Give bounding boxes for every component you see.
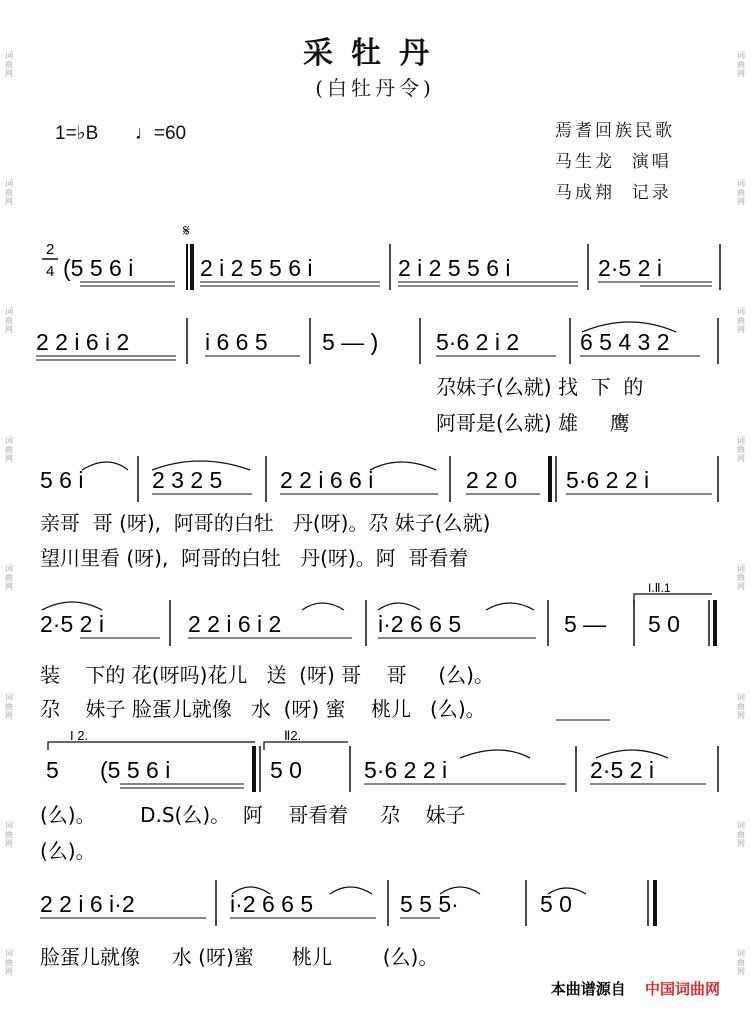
system-5: [40, 728, 718, 863]
measure: 2 2 i 6 i 2: [36, 329, 130, 355]
tempo-marking: ♩=60: [134, 123, 187, 144]
lyric-line-2: 阿哥是(么就) 雄 鹰: [436, 411, 630, 435]
measure: i·2 6 6 5: [230, 891, 314, 917]
measure: i 6 6 5: [205, 329, 268, 355]
lyric-line-1: 亲哥 哥 (呀), 阿哥的白牡 丹(呀)。尕 妹子(么就): [40, 511, 491, 535]
measure: (5 5 6 i: [100, 757, 171, 783]
system-6: [40, 880, 655, 969]
system-2: [36, 318, 718, 435]
system-3: [40, 456, 718, 570]
measure: 5 — ): [322, 329, 379, 355]
source-text: 本曲谱源自: [550, 980, 626, 998]
watermark-text: 词曲网: [4, 179, 14, 207]
measure: i·2 6 6 5: [378, 611, 462, 637]
source-site[interactable]: 中国词曲网: [644, 980, 720, 998]
measure: 6 5 4 3 2: [580, 329, 670, 355]
key-signature: 1=♭B: [55, 123, 99, 144]
lyric-line-1: 脸蛋儿就像 水 (呀)蜜 桃儿 (么)。: [40, 945, 439, 969]
credit-line: 马生龙 演唱: [555, 152, 672, 172]
measure: 5·6 2 i 2: [436, 329, 520, 355]
measure: 5·6 2 2 i: [566, 467, 650, 493]
measure: 5 6 i: [40, 467, 84, 493]
measure: 2 3 2 5: [152, 467, 223, 493]
song-title: 采牡丹: [303, 36, 447, 71]
lyric-line-2: 望川里看 (呀), 阿哥的白牡 丹(呀)。阿 哥看着: [40, 546, 469, 570]
measure: 5: [46, 757, 59, 783]
measure: 2 2 0: [466, 467, 518, 493]
watermark-text: 词曲网: [736, 179, 746, 207]
measure: 5 0: [540, 891, 572, 917]
credit-line: 焉耆回族民歌: [555, 121, 675, 141]
watermark-text: 词曲网: [4, 692, 14, 720]
lyric-line-1: 装 下的 花(呀吗)花儿 送 (呀) 哥 哥 (么)。: [40, 663, 494, 687]
watermark-text: 词曲网: [4, 820, 14, 848]
lyric-line-2: (么)。: [40, 839, 96, 863]
watermark-text: 词曲网: [736, 50, 746, 78]
time-sig-top: 2: [46, 241, 55, 258]
measure: 5 5 5·: [400, 891, 459, 917]
system-4: [40, 581, 715, 721]
watermark-text: 词曲网: [736, 949, 746, 977]
measure: 2 i 2 5 5 6 i: [398, 255, 511, 281]
watermark-text: 词曲网: [736, 692, 746, 720]
watermark-text: 词曲网: [736, 307, 746, 335]
measure: 5 0: [270, 757, 302, 783]
time-sig-bottom: 4: [46, 263, 55, 280]
measure: 2·5 2 i: [598, 255, 662, 281]
measure: 5 0: [648, 611, 680, 637]
measure: 2 2 i 6 i 2: [188, 611, 282, 637]
watermark-text: 词曲网: [4, 949, 14, 977]
volta-label: I 2.: [70, 728, 89, 743]
source-footer: [0, 978, 720, 999]
watermark-text: 词曲网: [4, 564, 14, 592]
lyric-line-2: 尕 妹子 脸蛋儿就像 水 (呀) 蜜 桃儿 (么)。: [40, 697, 486, 721]
measure: 2·5 2 i: [590, 757, 654, 783]
measure: (5 5 6 i: [63, 255, 134, 281]
lyric-line-1: (么)。 D.S(么)。 阿 哥看着 尕 妹子: [40, 803, 466, 827]
watermark-text: 词曲网: [4, 307, 14, 335]
credit-line: 马成翔 记录: [555, 183, 672, 203]
watermark-text: 词曲网: [4, 50, 14, 78]
measure: 2·5 2 i: [40, 611, 104, 637]
segno-sign: 𝄋: [183, 223, 190, 240]
measure: 2 2 i 6 i·2: [40, 891, 135, 917]
system-1: [63, 244, 720, 290]
volta-label: I.Ⅱ.1: [648, 581, 671, 595]
watermark-text: 词曲网: [4, 435, 14, 463]
measure: 2 2 i 6 6 i: [280, 467, 374, 493]
volta-label: Ⅱ2.: [284, 728, 302, 743]
measure: 5·6 2 2 i: [364, 757, 448, 783]
watermark-text: 词曲网: [736, 435, 746, 463]
measure: 2 i 2 5 5 6 i: [200, 255, 313, 281]
song-subtitle: (白牡丹令): [315, 76, 435, 100]
measure: 5 —: [564, 611, 607, 637]
lyric-line-1: 尕妹子(么就) 找 下 的: [436, 375, 644, 399]
watermark-text: 词曲网: [736, 820, 746, 848]
watermark-text: 词曲网: [736, 564, 746, 592]
